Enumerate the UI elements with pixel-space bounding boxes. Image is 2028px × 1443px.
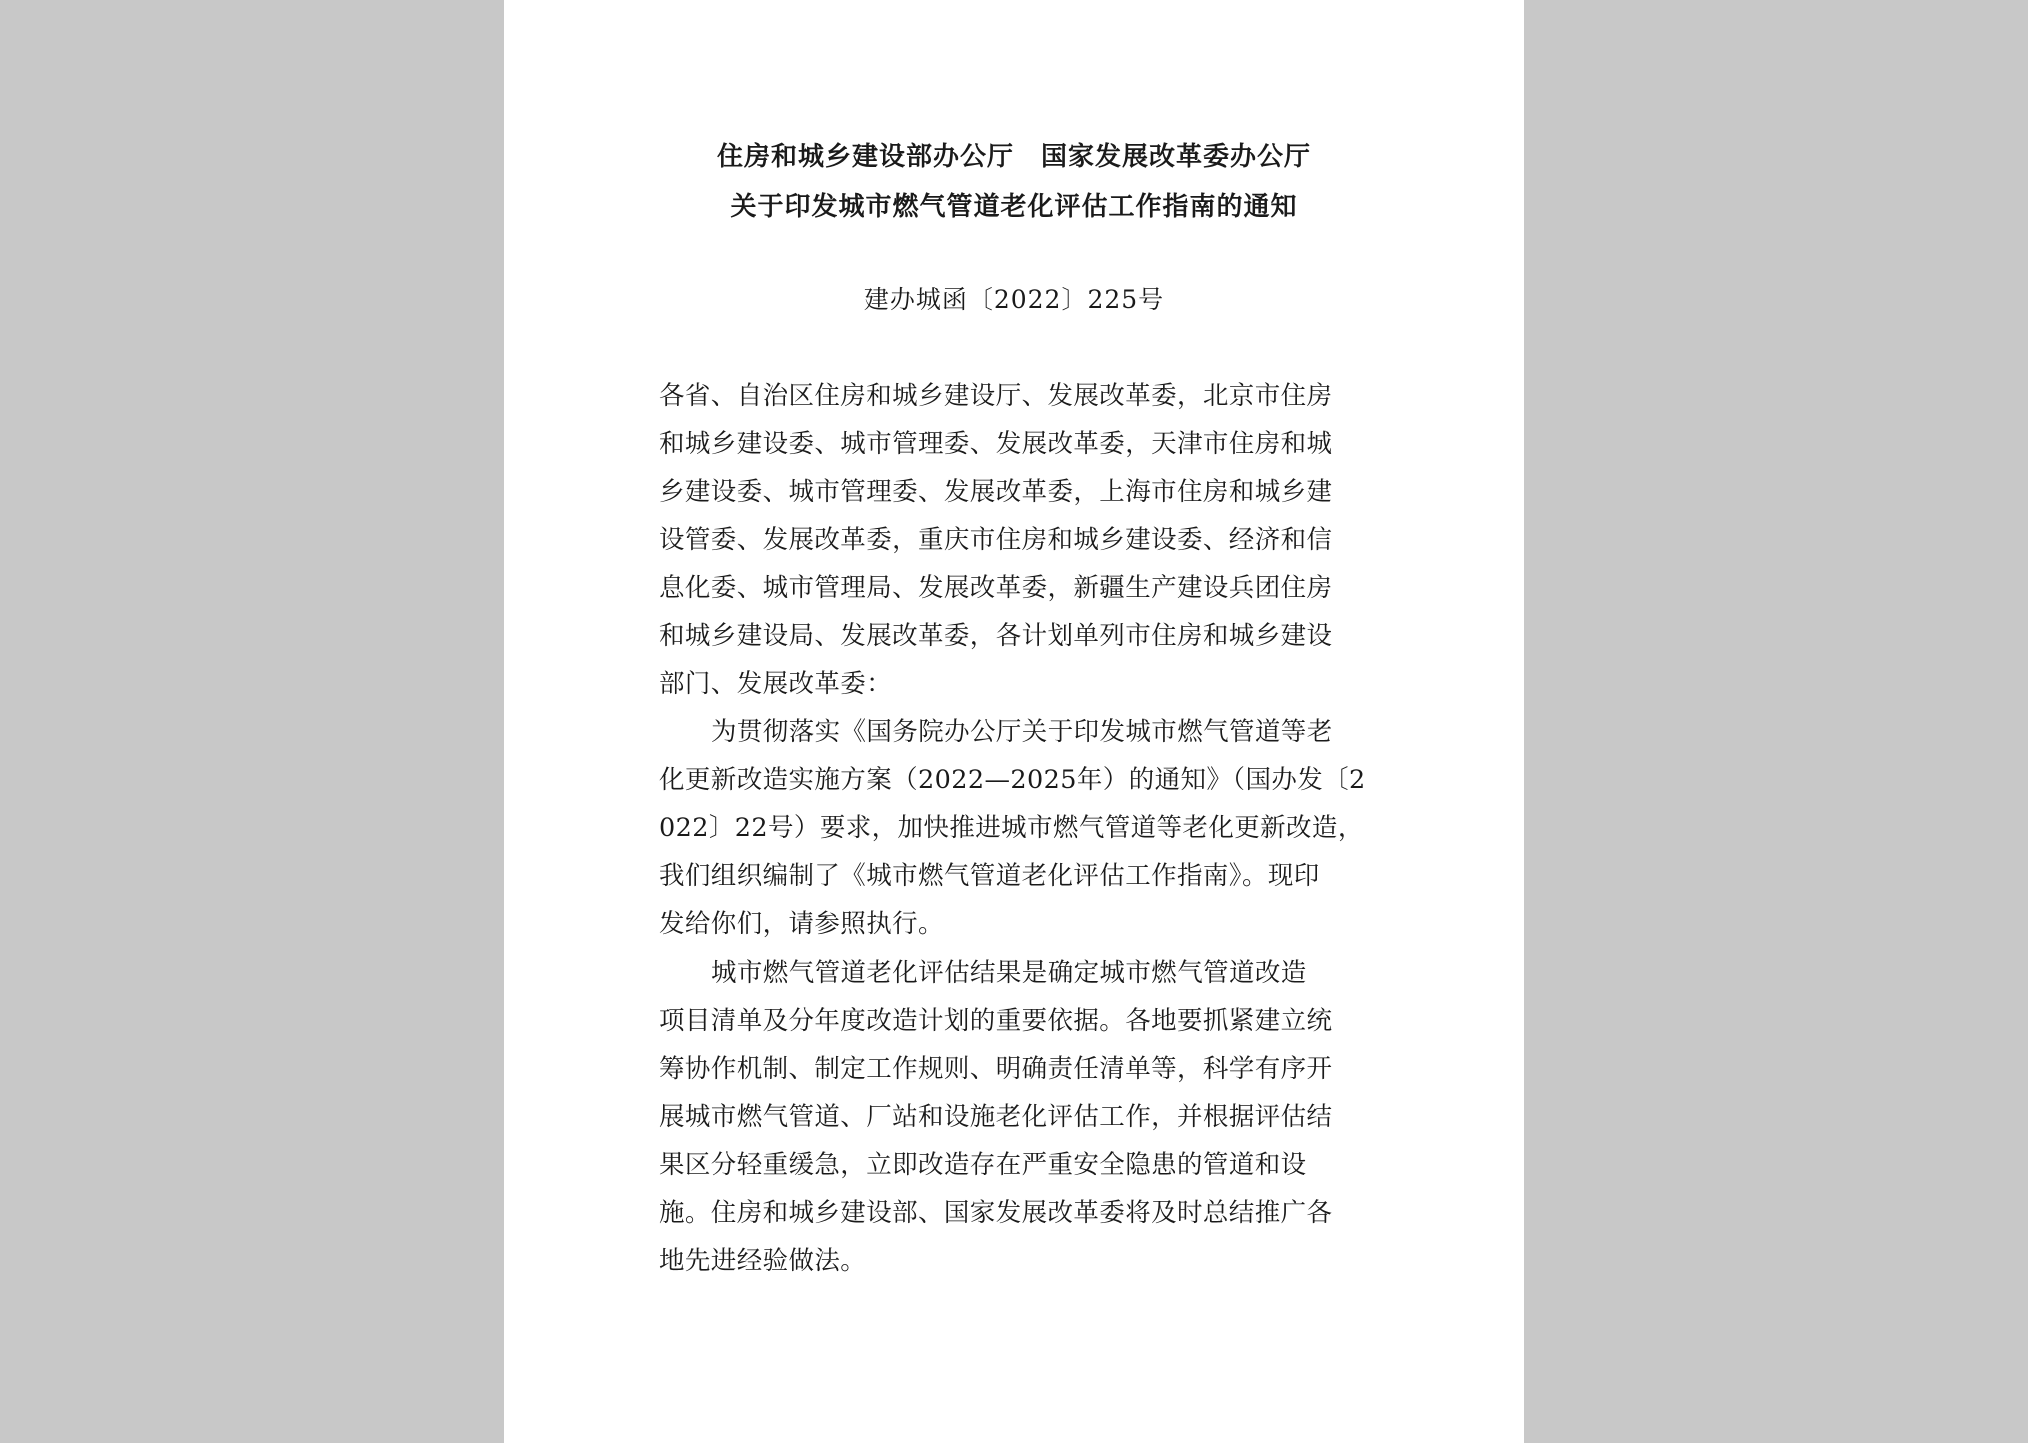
body-line: 城市燃气管道老化评估结果是确定城市燃气管道改造: [711, 958, 1307, 988]
body-line: 项目清单及分年度改造计划的重要依据。各地要抓紧建立统: [659, 1006, 1333, 1036]
title-line-1: 住房和城乡建设部办公厅 国家发展改革委办公厅: [716, 142, 1311, 172]
body-line: 乡建设委、城市管理委、发展改革委，上海市住房和城乡建: [659, 477, 1333, 507]
body-line: 筹协作机制、制定工作规则、明确责任清单等，科学有序开: [659, 1054, 1333, 1084]
body-line: 发给你们，请参照执行。: [659, 909, 944, 939]
document-page: [504, 0, 1524, 1443]
body-line: 和城乡建设局、发展改革委，各计划单列市住房和城乡建设: [659, 621, 1333, 651]
body-line: 和城乡建设委、城市管理委、发展改革委，天津市住房和城: [659, 429, 1333, 459]
body-line: 为贯彻落实《国务院办公厅关于印发城市燃气管道等老: [711, 717, 1333, 747]
body-line: 022〕22号）要求，加快推进城市燃气管道等老化更新改造，: [659, 813, 1364, 843]
title-line-2: 关于印发城市燃气管道老化评估工作指南的通知: [730, 192, 1298, 222]
body-line: 施。住房和城乡建设部、国家发展改革委将及时总结推广各: [659, 1198, 1333, 1228]
body-line: 息化委、城市管理局、发展改革委，新疆生产建设兵团住房: [659, 573, 1333, 603]
body-line: 设管委、发展改革委，重庆市住房和城乡建设委、经济和信: [659, 525, 1333, 555]
body-line: 各省、自治区住房和城乡建设厅、发展改革委，北京市住房: [659, 381, 1333, 411]
body-line: 果区分轻重缓急，立即改造存在严重安全隐患的管道和设: [659, 1150, 1307, 1180]
body-line: 化更新改造实施方案（2022—2025年）的通知》（国办发〔2: [659, 765, 1366, 795]
body-line: 部门、发展改革委：: [659, 669, 893, 699]
body-line: 地先进经验做法。: [659, 1246, 867, 1276]
body-line: 我们组织编制了《城市燃气管道老化评估工作指南》。现印: [659, 861, 1320, 891]
body-line: 展城市燃气管道、厂站和设施老化评估工作，并根据评估结: [659, 1102, 1333, 1132]
document-number: 建办城函〔2022〕225号: [863, 285, 1165, 314]
